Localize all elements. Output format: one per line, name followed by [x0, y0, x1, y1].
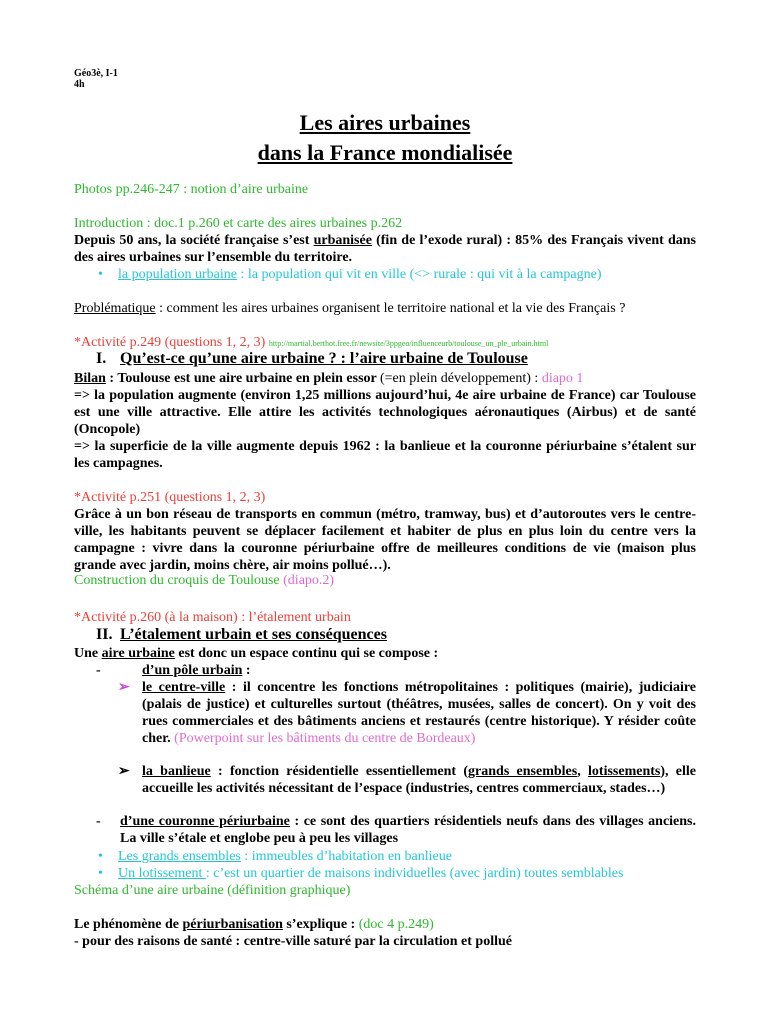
title-line1: Les aires urbaines [299, 110, 471, 135]
banlieue-label: la banlieue [142, 764, 211, 779]
section2-number: II. [96, 626, 113, 643]
couronne-text [120, 813, 696, 847]
centre-powerpoint-note: (Powerpoint sur les bâtiments du centre de Bordeaux) [174, 731, 476, 746]
couronne-label: d’une couronne périurbaine [120, 814, 290, 829]
problematique [74, 300, 696, 317]
centre-item [74, 679, 696, 747]
centre-label: le centre-ville [142, 680, 226, 695]
lotissement-item [74, 865, 696, 882]
banlieue-item [74, 763, 696, 797]
bilan-para2: => la population augmente (environ 1,25 millions aujourd’hui, 4e aire urbaine de France) car Toulouse est une ville attractive. Elle attire les activités technologiques aéronautiques (Airbus) et de santé (Oncopole) [74, 388, 696, 437]
banlieue-sep: , [577, 764, 589, 779]
croquis-line [74, 572, 696, 589]
peri-u: périurbanisation [182, 917, 283, 932]
section1-title: Qu’est-ce qu’une aire urbaine ? : l’aire urbaine de Toulouse [120, 350, 528, 367]
banlieue-grands-ensembles: grands ensembles [468, 764, 578, 779]
section1-heading [74, 350, 696, 367]
header-line1: Géo3è, I-1 [74, 68, 118, 79]
peri-b: s’explique : [282, 917, 359, 932]
banlieue-b: ), elle accueille les activités nécessitant de l’espace (industries, centres commerciaux, stades…) [142, 764, 697, 796]
activity3-rest: (à la maison) : l’étalement urbain [164, 610, 351, 625]
section1-number: I. [96, 350, 107, 367]
bilan-para3: => la superficie de la ville augmente depuis 1962 : la banlieue et la couronne périurbaine s’étalent sur les campagnes. [74, 439, 696, 471]
banlieue-text [142, 763, 696, 797]
banlieue-lotissements: lotissements [588, 764, 661, 779]
centre-desc: : il concentre les fonctions métropolitaines : politiques (mairie), judiciaire (palais de justice) et culturelles surtout (théâtres, musées, salles de concert). On y voit des rues commerciales et des bâtiments anciens et restaurés (centre historique). Y résider coûte cher. [142, 680, 697, 746]
activity2-text: Grâce à un bon réseau de transports en commun (métro, tramway, bus) et d’autoroutes vers le centre-ville, les habitants peuvent se déplacer facilement et habiter de plus en plus loin du centre vers la campagne : vivre dans la couronne périurbaine offre de meilleures conditions de vie (maison plus grande avec jardin, moins chère, air moins pollué…). [74, 507, 696, 573]
peri-a: Le phénomène de [74, 917, 183, 932]
section2-heading [74, 626, 696, 643]
couronne-item [74, 813, 696, 847]
dash-marker: - [96, 814, 101, 829]
arrow-icon: ➢ [118, 764, 130, 779]
bilan-label: Bilan [74, 371, 106, 386]
ge-desc: : immeubles d’habitation en banlieue [240, 849, 452, 864]
header-line2: 4h [74, 79, 85, 90]
s2-intro-b: est donc un espace continu qui se compose : [174, 646, 439, 661]
peri-line [74, 916, 696, 933]
bilan-diapo: diapo 1 [541, 371, 584, 386]
bullet-icon: • [98, 267, 103, 282]
title-line2: dans la France mondialisée [257, 140, 513, 165]
intro-bullet-text [118, 266, 602, 283]
arrow-icon: ➢ [118, 680, 130, 695]
s2-intro [74, 645, 696, 662]
bilan-text-normal: (=en plein développement) : [379, 371, 542, 386]
centre-text [142, 679, 696, 747]
croquis-diapo: (diapo.2) [283, 573, 335, 588]
schema-line: Schéma d’une aire urbaine (définition graphique) [74, 883, 351, 898]
intro-text-b: (fin de l’exode rural) : 85% des Français vivent dans des aires urbaines sur l’ensemble du territoire. [74, 233, 696, 265]
peri-line2: - pour des raisons de santé : centre-ville saturé par la circulation et pollué [74, 934, 512, 949]
activity3 [74, 609, 696, 626]
couronne-desc: : ce sont des quartiers résidentiels neufs dans des villages anciens. La ville s’étale et englobe peu à peu les villages [120, 814, 696, 846]
bullet-icon: • [98, 849, 103, 864]
activity1-text: *Activité p.249 (questions 1, 2, 3) [74, 335, 269, 350]
activity3-heading: *Activité p.260 [74, 610, 165, 625]
ge-text [118, 848, 452, 865]
lot-text [118, 865, 623, 882]
dash-marker: - [96, 663, 101, 678]
intro-text-a: Depuis 50 ans, la société française s’est [74, 233, 314, 248]
bullet-icon: • [98, 866, 103, 881]
grands-ensembles-item [74, 848, 696, 865]
intro-heading: Introduction : doc.1 p.260 et carte des aires urbaines p.262 [74, 216, 403, 231]
lot-desc: : c’est un quartier de maisons individuelles (avec jardin) toutes semblables [205, 866, 624, 881]
croquis-text: Construction du croquis de Toulouse [74, 573, 284, 588]
activity1-link[interactable]: http://martial.berthot.free.fr/newsite/3ppgeo/influenceurb/toulouse_un_ple_urbain.html [268, 339, 549, 348]
doc-header [74, 68, 696, 90]
intro-bullet [74, 266, 696, 283]
intro-text [74, 232, 696, 266]
s2-intro-a: Une [74, 646, 102, 661]
problematique-label: Problématique [74, 301, 156, 316]
pole-item [74, 662, 696, 679]
intro-bullet-rest: : la population qui vit en ville (<> rurale : qui vit à la campagne) [236, 267, 602, 282]
bilan-line [74, 370, 696, 387]
section2-title: L’étalement urbain et ses conséquences [120, 626, 387, 643]
photos-line: Photos pp.246-247 : notion d’aire urbaine [74, 182, 309, 197]
intro-text-underlined: urbanisée [313, 233, 372, 248]
peri-doc: (doc 4 p.249) [358, 917, 434, 932]
page-title [74, 108, 696, 168]
problematique-text: : comment les aires urbaines organisent le territoire national et la vie des Français ? [155, 301, 626, 316]
pole-text [142, 662, 251, 679]
bilan-text-a: : Toulouse est une aire urbaine en plein essor [105, 371, 380, 386]
pole-colon: : [242, 663, 251, 678]
pole-label: d’un pôle urbain [142, 663, 243, 678]
intro-bullet-u: la population urbaine [118, 267, 237, 282]
ge-label: Les grands ensembles [118, 849, 241, 864]
activity2-heading: *Activité p.251 (questions 1, 2, 3) [74, 490, 266, 505]
s2-intro-u: aire urbaine [101, 646, 175, 661]
lot-label: Un lotissement [118, 866, 206, 881]
banlieue-a: : fonction résidentielle essentiellement ( [210, 764, 469, 779]
